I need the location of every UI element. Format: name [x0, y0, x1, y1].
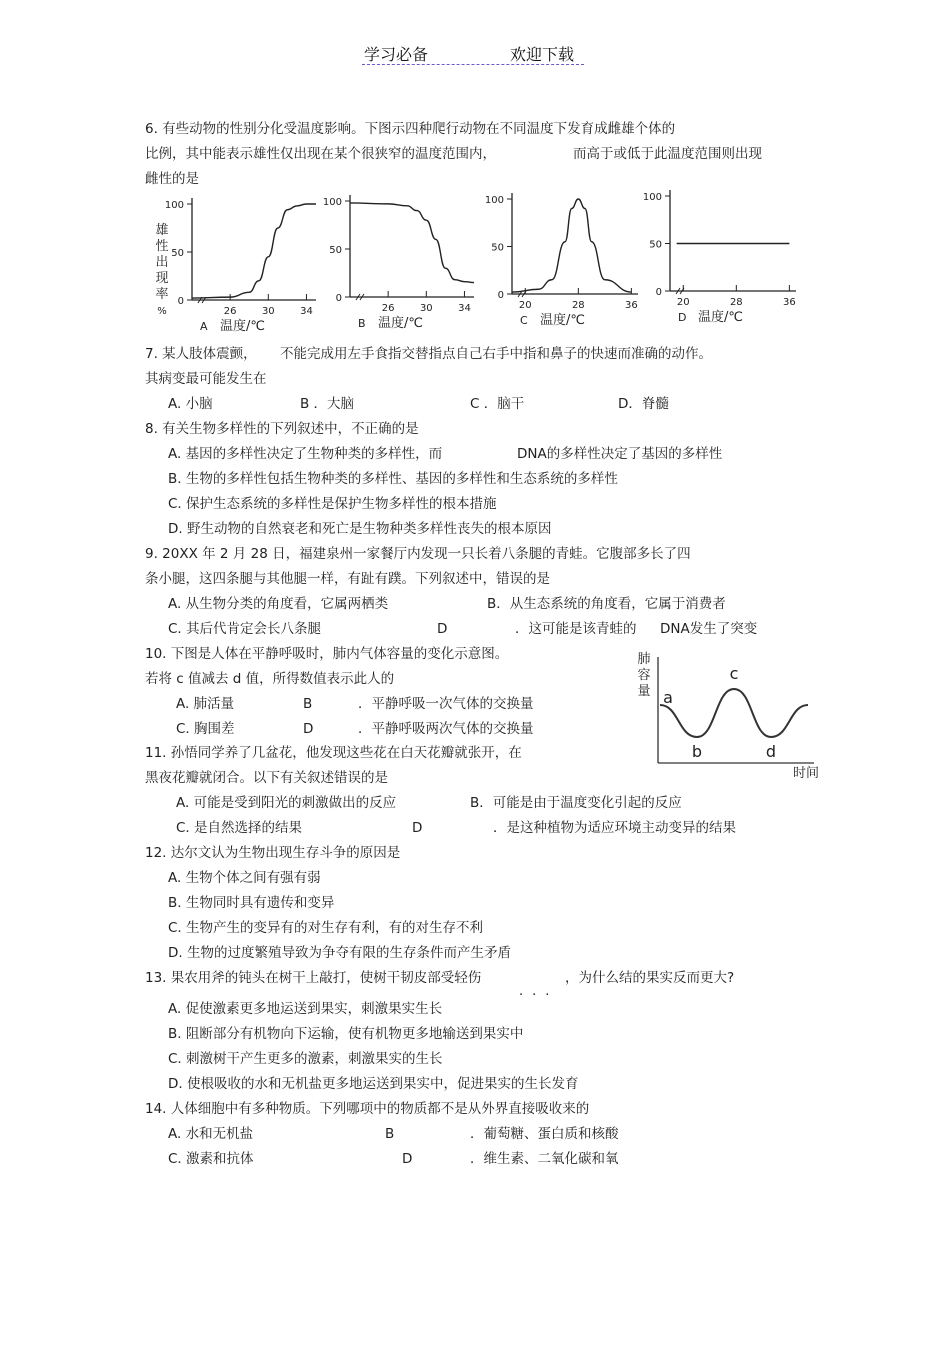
q6-line3: 雌性的是 [145, 171, 199, 187]
point-label-d: d [765, 742, 777, 761]
point-label-b: b [691, 742, 703, 761]
emphasis-dots: ... [519, 984, 559, 999]
lung-capacity-chart [630, 645, 820, 785]
q9-option-a: A. 从生物分类的角度看，它属两栖类 [168, 596, 389, 612]
y-axis-label-char: 肺 [637, 652, 651, 667]
q14-option-b-letter: B [385, 1126, 395, 1142]
y-axis-label-char: 现 [155, 271, 169, 286]
q13-option-d: D. 使根吸收的水和无机盐更多地运送到果实中，促进果实的生长发育 [168, 1076, 579, 1092]
q13-stem-part1: 13. 果农用斧的钝头在树干上敲打，使树干韧皮部受轻伤 [145, 970, 482, 986]
q8-option-d: D. 野生动物的自然衰老和死亡是生物种类多样性丧失的根本原因 [168, 521, 552, 537]
y-axis-label-char: 性 [155, 239, 169, 254]
q7-option-c: C ．脑干 [470, 396, 525, 412]
series-line-B [350, 203, 474, 283]
x-tick-label: 20 [518, 300, 532, 311]
page-header [362, 40, 584, 65]
q9-line1: 9. 20XX 年 2 月 28 日，福建泉州一家餐厅内发现一只长着八条腿的青蛙。它腹部多长了四 [145, 546, 691, 562]
q6-line1: 6. 有些动物的性别分化受温度影响。下图示四种爬行动物在不同温度下发育成雌雄个体的 [145, 121, 676, 137]
x-axis-label: 温度/℃ [540, 313, 585, 328]
panel-label: C [520, 314, 528, 327]
q13-option-a: A. 促使激素更多地运送到果实，刺激果实生长 [168, 1001, 443, 1017]
q7-line1a: 7. 某人肢体震颤， [145, 346, 257, 362]
y-tick-label: 50 [171, 248, 184, 259]
q10-option-b-letter: B [303, 696, 313, 712]
q8-stem: 8. 有关生物多样性的下列叙述中，不正确的是 [145, 421, 419, 437]
q7-line2: 其病变最可能发生在 [145, 371, 267, 387]
q7-option-b: B ．大脑 [300, 396, 355, 412]
lung-volume-curve [660, 689, 808, 737]
q9-option-d-dna: DNA发生了突变 [660, 621, 758, 637]
x-axis-label: 温度/℃ [220, 319, 265, 334]
chart-panel-C [485, 193, 638, 328]
q9-option-b: B．从生态系统的角度看，它属于消费者 [487, 596, 726, 612]
panel-label: A [200, 320, 208, 333]
x-tick-label: 26 [381, 303, 395, 314]
q14-option-c: C. 激素和抗体 [168, 1151, 254, 1167]
chart-panel-lung [637, 651, 819, 781]
q7-line1b: 不能完成用左手食指交替指点自己右手中指和鼻子的快速而准确的动作。 [280, 346, 712, 362]
y-tick-label: 50 [491, 242, 504, 254]
y-tick-label: 50 [649, 239, 662, 251]
panel-label: B [358, 317, 366, 330]
q11-option-d-text: ．是这种植物为适应环境主动变异的结果 [493, 820, 736, 836]
y-tick-label: 0 [335, 293, 342, 304]
x-tick-label: 28 [571, 300, 585, 311]
x-tick-label: 30 [261, 306, 275, 317]
y-tick-label: 100 [322, 197, 342, 208]
x-tick-label: 28 [729, 297, 743, 308]
q14-option-d-letter: D [402, 1151, 413, 1167]
x-tick-label: 20 [676, 297, 690, 308]
q11-option-c: C. 是自然选择的结果 [176, 820, 303, 836]
y-axis-label-char: 雄 [155, 223, 169, 238]
q14-option-d-text: ．维生素、二氧化碳和氧 [470, 1151, 619, 1167]
q8-option-a-part2: DNA的多样性决定了基因的多样性 [517, 446, 723, 462]
q14-stem: 14. 人体细胞中有多种物质。下列哪项中的物质都不是从外界直接吸收来的 [145, 1101, 590, 1117]
point-label-c: c [729, 664, 739, 683]
chart-panel-B [323, 195, 474, 331]
q9-option-c: C. 其后代肯定会长八条腿 [168, 621, 322, 637]
q8-option-a-part1: A. 基因的多样性决定了生物种类的多样性，而 [168, 446, 443, 462]
x-tick-label: 36 [625, 300, 638, 311]
q11-option-a: A. 可能是受到阳光的刺激做出的反应 [176, 795, 397, 811]
y-axis-label-char: 量 [637, 684, 651, 699]
q9-option-d-text: ．这可能是该青蛙的 [515, 621, 637, 637]
chart-panel-A [155, 198, 316, 334]
panel-label: D [678, 311, 687, 324]
q8-option-c: C. 保护生态系统的多样性是保护生物多样性的根本措施 [168, 496, 497, 512]
q10-option-a: A. 肺活量 [176, 696, 235, 712]
temperature-charts [140, 190, 820, 340]
y-axis-label-char: % [157, 306, 167, 317]
point-label-a: a [663, 688, 673, 707]
q10-option-d-text: ．平静呼吸两次气体的交换量 [358, 721, 534, 737]
y-axis-label-char: 率 [155, 287, 169, 302]
q13-option-b: B. 阻断部分有机物向下运输，使有机物更多地输送到果实中 [168, 1026, 524, 1042]
x-tick-label: 30 [419, 303, 433, 314]
x-axis-label: 时间 [792, 766, 820, 781]
series-line-A [192, 204, 316, 298]
q7-option-d: D．脊髓 [618, 396, 669, 412]
y-tick-label: 0 [177, 296, 184, 307]
header-right: 欢迎下载 [510, 45, 575, 64]
q11-line1: 11. 孙悟同学养了几盆花，他发现这些花在白天花瓣就张开，在 [145, 745, 522, 761]
q11-option-b: B．可能是由于温度变化引起的反应 [470, 795, 682, 811]
y-tick-label: 100 [164, 200, 184, 211]
y-tick-label: 0 [655, 287, 662, 298]
q13-stem-part2: ，为什么结的果实反而更大? [565, 970, 735, 986]
q9-option-d-letter: D [437, 621, 448, 637]
q11-line2: 黑夜花瓣就闭合。以下有关叙述错误的是 [145, 770, 388, 786]
series-line-C [512, 199, 631, 292]
q8-option-b: B. 生物的多样性包括生物种类的多样性、基因的多样性和生态系统的多样性 [168, 471, 618, 487]
q10-line1: 10. 下图是人体在平静呼吸时，肺内气体容量的变化示意图。 [145, 646, 509, 662]
q10-option-c: C. 胸围差 [176, 721, 235, 737]
x-tick-label: 34 [300, 306, 313, 317]
x-axis-label: 温度/℃ [378, 316, 423, 331]
q12-option-c: C. 生物产生的变异有的对生存有利，有的对生存不利 [168, 920, 484, 936]
q12-option-a: A. 生物个体之间有强有弱 [168, 870, 321, 886]
q14-option-a: A. 水和无机盐 [168, 1126, 254, 1142]
y-tick-label: 0 [497, 290, 504, 301]
y-tick-label: 100 [642, 192, 662, 203]
y-tick-label: 100 [484, 195, 504, 206]
x-tick-label: 34 [458, 303, 471, 314]
header-left: 学习必备 [364, 45, 429, 64]
q10-line2: 若将 c 值减去 d 值，所得数值表示此人的 [145, 671, 395, 687]
x-tick-label: 36 [783, 297, 796, 308]
q6-line2b: 而高于或低于此温度范围则出现 [573, 146, 762, 162]
x-tick-label: 26 [223, 306, 237, 317]
q13-option-c: C. 刺激树干产生更多的激素，刺激果实的生长 [168, 1051, 443, 1067]
q7-option-a: A. 小脑 [168, 396, 213, 412]
x-axis-label: 温度/℃ [698, 310, 743, 325]
q14-option-b-text: ．葡萄糖、蛋白质和核酸 [470, 1126, 619, 1142]
y-axis-label-char: 容 [637, 668, 651, 683]
q10-option-d-letter: D [303, 721, 314, 737]
q12-option-b: B. 生物同时具有遗传和变异 [168, 895, 335, 911]
q12-stem: 12. 达尔文认为生物出现生存斗争的原因是 [145, 845, 401, 861]
y-tick-label: 50 [329, 245, 342, 256]
q12-option-d: D. 生物的过度繁殖导致为争夺有限的生存条件而产生矛盾 [168, 945, 511, 961]
q6-line2a: 比例，其中能表示雄性仅出现在某个很狭窄的温度范围内， [145, 146, 496, 162]
q10-option-b-text: ．平静呼吸一次气体的交换量 [358, 696, 534, 712]
chart-panel-D [643, 190, 796, 325]
y-axis-label-char: 出 [155, 255, 169, 270]
q11-option-d-letter: D [412, 820, 423, 836]
q9-line2: 条小腿，这四条腿与其他腿一样，有趾有蹼。下列叙述中，错误的是 [145, 571, 550, 587]
